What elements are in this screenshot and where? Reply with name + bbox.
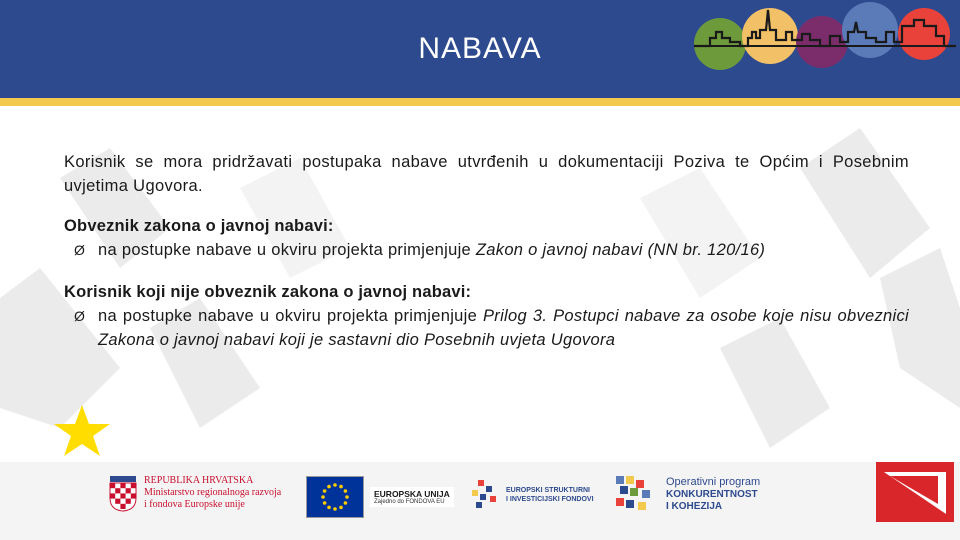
republika-line2: Ministarstvo regionalnoga razvoja [144,487,282,498]
republika-line1: REPUBLIKA HRVATSKA [144,475,254,486]
city-skyline-logo [690,2,960,72]
arrow-bullet-icon: Ø [74,308,85,324]
esi-text [506,486,594,504]
esi-mosaic-icon [468,478,502,512]
bullet-text-italic: Zakon o javnoj nabavi (NN br. 120/16) [475,241,766,259]
bullet-text-plain: na postupke nabave u okviru projekta primjenjuje [98,241,476,259]
esi-line2: I INVESTICIJSKI FONDOVI [506,496,594,503]
bullet-item [74,304,909,352]
red-corner-logo-icon [876,462,954,522]
op-line3: I KOHEZIJA [666,500,723,512]
circle-blue-icon [842,2,898,58]
op-text [666,476,760,513]
page-title: NABAVA [418,32,542,65]
op-mosaic-icon [614,474,660,514]
intro-paragraph: Korisnik se mora pridržavati postupaka nabave utvrđenih u dokumentaciji Poziva te Općim i Posebnim uvjetima Ugovora. [64,153,909,195]
op-line2: KONKURENTNOST [666,488,758,500]
arrow-bullet-icon: Ø [74,242,85,258]
eu-subtitle: Zajedno do FONDOVA EU [374,499,445,505]
bullet-item [74,238,909,262]
esi-fondovi-logo [468,478,594,512]
eu-logo [306,476,454,518]
circle-orange-icon [742,8,798,64]
bullet-text [98,304,909,352]
main-content [64,150,909,352]
esi-line1: EUROPSKI STRUKTURNI [506,487,591,494]
section-heading-neobveznik: Korisnik koji nije obveznik zakona o javnoj nabavi: [64,283,472,301]
bullet-text-italic: Prilog 3. Postupci nabave za osobe koje nisu obveznici Zakona o javnoj nabavi koji je sastavni dio Posebnih uvjeta Ugovora [98,307,909,349]
bullet-text-plain: na postupke nabave u okviru projekta primjenjuje [98,307,483,325]
republika-hrvatska-logo [108,474,281,512]
operativni-program-logo [614,474,760,514]
eu-text [370,487,454,507]
bullet-text [98,238,909,262]
eu-title: EUROPSKA UNIJA [374,489,450,499]
header-stripe [0,98,960,106]
circle-red-icon [898,8,950,60]
yellow-star-icon [50,403,114,459]
republika-line3: i fondova Europske unije [144,499,245,510]
croatian-coat-of-arms-icon [108,474,138,512]
circle-green-icon [694,18,746,70]
section-heading-obveznik: Obveznik zakona o javnoj nabavi: [64,217,334,235]
op-line1: Operativni program [666,475,761,488]
eu-flag-icon [306,476,364,518]
republika-text [144,475,281,511]
